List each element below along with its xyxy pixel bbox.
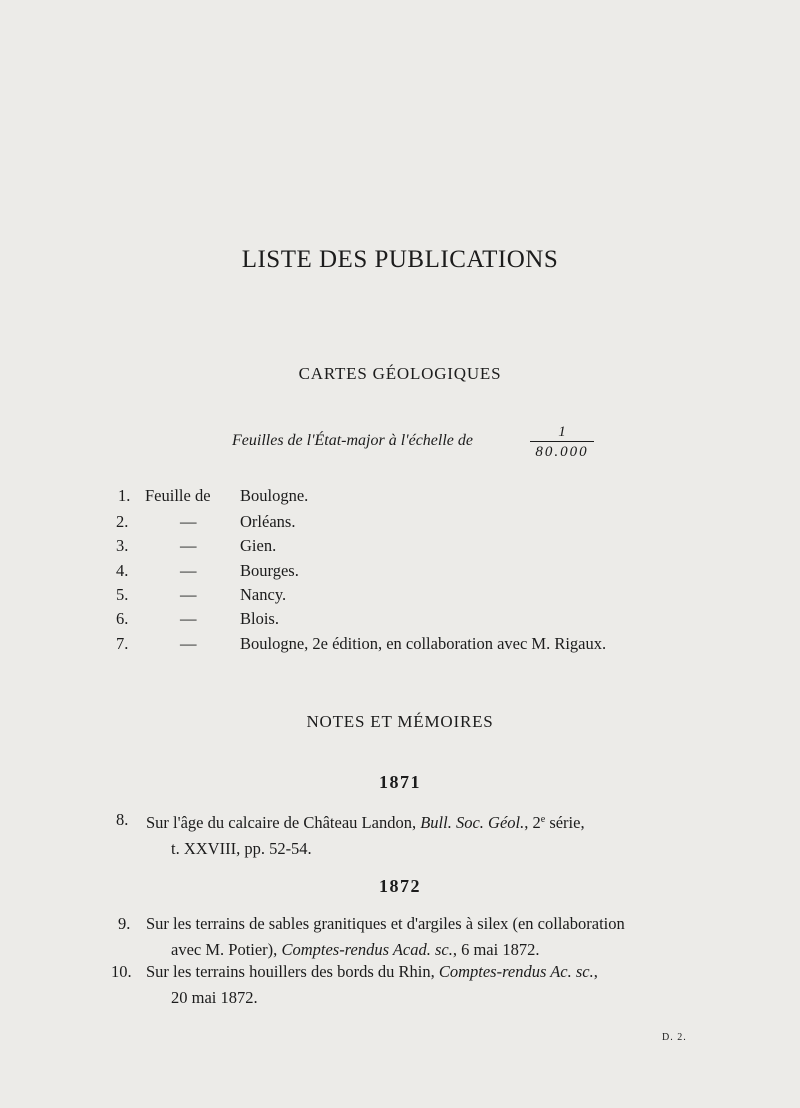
bibliography-entry xyxy=(146,959,732,1011)
sheet-prefix: — xyxy=(180,634,197,653)
entry-text: Sur les terrains houillers des bords du Rhin, xyxy=(146,962,435,981)
section-heading-cartes: CARTES GÉOLOGIQUES xyxy=(298,364,502,383)
entry-text: , 6 mai 1872. xyxy=(452,940,540,959)
bibliography-entry xyxy=(146,807,732,862)
entry-number: 8. xyxy=(116,810,129,829)
sheet-prefix: Feuille de xyxy=(145,486,211,505)
sheet-name: Nancy. xyxy=(240,585,287,604)
scale-fraction xyxy=(530,423,594,462)
sheet-number: 5. xyxy=(116,585,129,604)
sheet-name: Boulogne, 2e édition, en collaboration avec M. Rigaux. xyxy=(240,634,607,653)
sheet-name: Gien. xyxy=(240,536,277,555)
sheet-name: Blois. xyxy=(240,609,279,628)
sheet-number: 2. xyxy=(116,512,129,531)
entry-text: , 2 xyxy=(524,813,541,832)
sheet-number: 3. xyxy=(116,536,129,555)
sheet-prefix: — xyxy=(180,512,197,531)
journal-title: Bull. Soc. Géol. xyxy=(420,813,525,832)
entry-continuation: t. XXVIII, pp. 52-54. xyxy=(171,839,312,858)
entry-continuation: 20 mai 1872. xyxy=(171,988,258,1007)
scale-numerator: 1 xyxy=(558,424,566,440)
sheet-name: Orléans. xyxy=(240,512,296,531)
sheet-prefix: — xyxy=(180,585,197,604)
sheet-number: 1. xyxy=(118,486,131,505)
entry-text: série, xyxy=(545,813,585,832)
bibliography-entry xyxy=(146,911,732,963)
sheet-number: 6. xyxy=(116,609,129,628)
year-heading: 1872 xyxy=(379,876,421,896)
sheet-prefix: — xyxy=(180,536,197,555)
year-heading: 1871 xyxy=(379,772,421,792)
section-heading-notes: NOTES ET MÉMOIRES xyxy=(306,712,494,731)
scale-denominator: 80.000 xyxy=(535,444,589,460)
entry-number: 9. xyxy=(118,914,131,933)
sheet-name: Boulogne. xyxy=(240,486,309,505)
entry-number: 10. xyxy=(111,962,132,981)
journal-title: Comptes-rendus Ac. sc. xyxy=(438,962,594,981)
sheet-number: 7. xyxy=(116,634,129,653)
sheet-prefix: — xyxy=(180,561,197,580)
entry-text: Sur l'âge du calcaire de Château Landon, xyxy=(146,813,417,832)
scale-caption: Feuilles de l'État-major à l'échelle de xyxy=(232,432,473,449)
entry-text: Sur les terrains de sables granitiques et d'argiles à silex (en collaboration xyxy=(146,914,625,933)
signature-mark: D. 2. xyxy=(662,1032,687,1043)
sheet-prefix: — xyxy=(180,609,197,628)
sheet-name: Bourges. xyxy=(240,561,299,580)
entry-text: avec M. Potier), xyxy=(171,940,278,959)
journal-title: Comptes-rendus Acad. sc. xyxy=(281,940,453,959)
sheet-number: 4. xyxy=(116,561,129,580)
page-title: LISTE DES PUBLICATIONS xyxy=(241,246,559,273)
superscript: e xyxy=(540,814,546,825)
entry-text: , xyxy=(593,962,598,981)
